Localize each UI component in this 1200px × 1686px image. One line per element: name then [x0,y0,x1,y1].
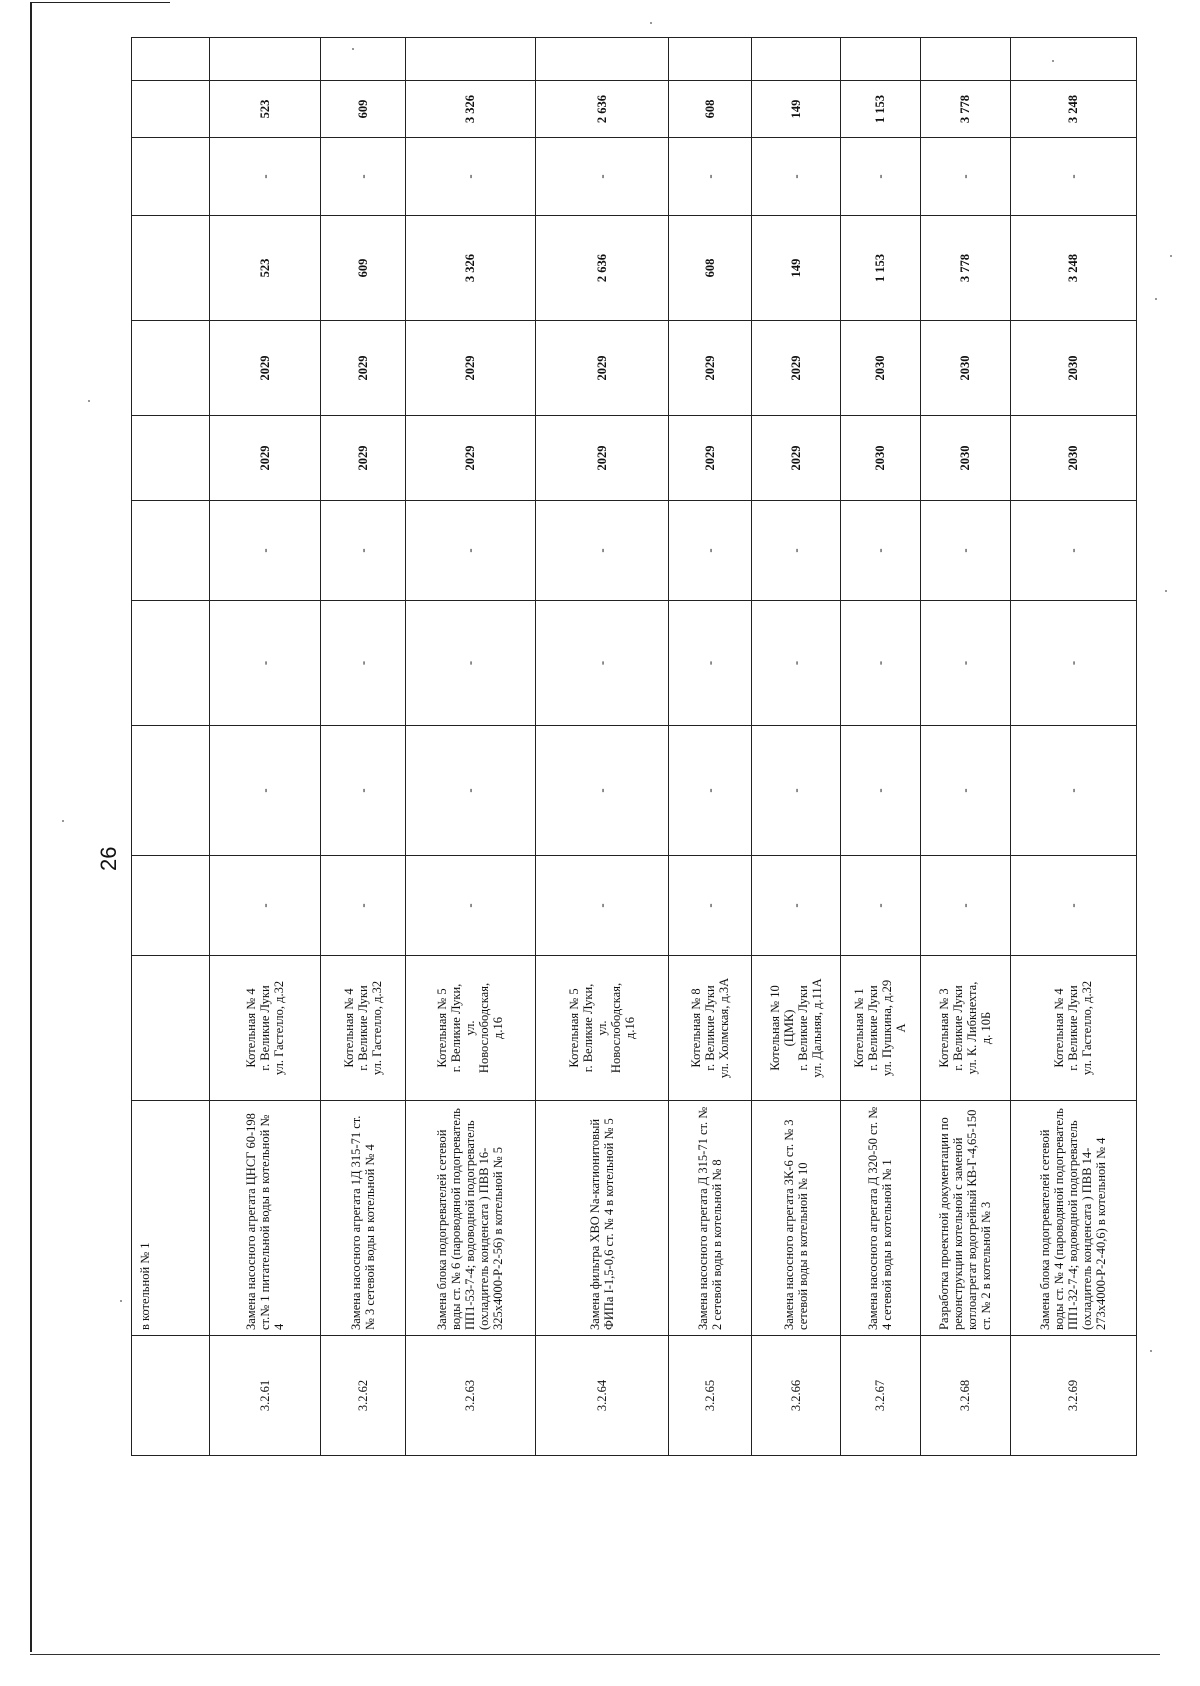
item-description: Замена блока подогревателей сетевой воды ст. № 6 (пароводяной подогреватель ПП1-53-7-4; водоводной подогреватель (охладитель конденсата ) ПВВ 16-325х4000-Р-2-56) в котельной № 5 [405,1101,535,1336]
dash-cell: - [920,726,1010,856]
item-location [920,956,1010,1101]
dash-cell: - [840,138,920,216]
dash-cell: - [321,726,405,856]
dash-cell: - [321,601,405,726]
empty-cell [132,501,210,601]
end-year: 2029 [405,321,535,416]
start-year: 2029 [405,416,535,501]
item-location [752,956,841,1101]
dash-cell: - [321,856,405,956]
dash-cell: - [840,601,920,726]
empty-cell [321,38,405,81]
empty-cell [752,38,841,81]
dash-cell: - [321,501,405,601]
start-year: 2029 [210,416,321,501]
total-value: 1 153 [840,81,920,138]
dash-cell: - [752,601,841,726]
end-year: 2030 [1010,321,1136,416]
end-year: 2029 [752,321,841,416]
dash-cell: - [210,501,321,601]
dash-cell: - [536,138,669,216]
dash-cell: - [840,856,920,956]
table-row [752,38,841,1456]
end-year: 2029 [321,321,405,416]
location-line: ул. К. Либкнехта, [965,981,980,1075]
location-line: г. Великие Луки [258,985,273,1071]
dash-cell: - [668,726,751,856]
empty-cell [668,38,751,81]
location-line: А [894,1023,909,1033]
item-description: Замена насосного агрегата Д 320-50 ст. № 4 сетевой воды в котельной № 1 [840,1101,920,1336]
dash-cell: - [405,601,535,726]
cost-value: 609 [321,216,405,321]
dash-cell: - [668,601,751,726]
end-year: 2029 [668,321,751,416]
location-line: ул. [594,1020,609,1036]
empty-cell [132,81,210,138]
dash-cell: - [1010,138,1136,216]
item-description: Замена фильтра ХВО Na-катионитовый ФИПа І-1,5-0,6 ст. № 4 в котельной № 5 [536,1101,669,1336]
location-line: г. Великие Луки [702,985,717,1071]
end-year: 2029 [536,321,669,416]
total-value: 608 [668,81,751,138]
cost-value: 2 636 [536,216,669,321]
works-table [131,37,1137,1456]
dash-cell: - [210,726,321,856]
location-line: ул. [463,1020,478,1036]
location-line: ул. Дальняя, д.11А [809,978,824,1078]
start-year: 2030 [840,416,920,501]
dash-cell: - [920,856,1010,956]
empty-cell [132,601,210,726]
location-line: Новослободская, [477,982,492,1074]
item-description: Замена насосного агрегата Д 315-71 ст. № 2 сетевой воды в котельной № 8 [668,1101,751,1336]
location-line: ул. Холмская, д.3А [716,977,731,1079]
start-year: 2029 [321,416,405,501]
location-line: Котельная № 3 [937,988,952,1068]
page-number: 26 [96,846,121,871]
location-line: г. Великие Луки [1066,985,1081,1071]
location-line: г. Великие Луки [951,985,966,1071]
empty-cell [920,38,1010,81]
empty-cell [132,38,210,81]
location-line: Котельная № 4 [244,988,259,1068]
table-row [668,38,751,1456]
dash-cell: - [210,856,321,956]
location-line: Новослободская, [608,982,623,1074]
start-year: 2029 [752,416,841,501]
cost-value: 1 153 [840,216,920,321]
item-location [321,956,405,1101]
location-line: г. Великие Луки [355,985,370,1071]
continuation-num-cell [132,1336,210,1456]
dash-cell: - [920,501,1010,601]
location-line: г. Великие Луки [795,985,810,1071]
dash-cell: - [1010,726,1136,856]
dash-cell: - [210,138,321,216]
cost-value: 3 778 [920,216,1010,321]
start-year: 2029 [668,416,751,501]
location-line: Котельная № 5 [435,988,450,1068]
table-row [536,38,669,1456]
dash-cell: - [1010,501,1136,601]
item-description: Замена насосного агрегата 1Д 315-71 ст. № 3 сетевой воды в котельной № 4 [321,1101,405,1336]
item-location [210,956,321,1101]
table-row [210,38,321,1456]
item-description: Замена насосного агрегата 3К-6 ст. № 3 сетевой воды в котельной № 10 [752,1101,841,1336]
item-number: 3.2.67 [840,1336,920,1456]
dash-cell: - [920,601,1010,726]
dash-cell: - [752,726,841,856]
cost-value: 523 [210,216,321,321]
item-location [840,956,920,1101]
dash-cell: - [920,138,1010,216]
dash-cell: - [668,856,751,956]
dash-cell: - [405,501,535,601]
item-number: 3.2.68 [920,1336,1010,1456]
item-location [1010,956,1136,1101]
end-year: 2029 [210,321,321,416]
item-number: 3.2.64 [536,1336,669,1456]
location-line: ул. Гастелло, д.32 [272,980,287,1076]
dash-cell: - [536,601,669,726]
start-year: 2029 [536,416,669,501]
end-year: 2030 [840,321,920,416]
item-number: 3.2.65 [668,1336,751,1456]
location-line: д.16 [491,1017,506,1039]
continuation-text: в котельной № 1 [132,1101,210,1336]
location-line: Котельная № 1 [852,988,867,1068]
item-description: Разработка проектной документации по реконструкции котельной с заменой котлоагрегат водогрейный КВ-Г-4,65-150 ст. № 2 в котельной № 3 [920,1101,1010,1336]
empty-cell [405,38,535,81]
dash-cell: - [668,501,751,601]
item-description: Замена блока подогревателей сетевой воды ст. № 4 (пароводяной подогреватель ПП1-32-7-4; водоводной подогреватель (охладитель конденсата ) ПВВ 14- 273х4000-Р-2-40,6) в котельной № 4 [1010,1101,1136,1336]
empty-cell [132,416,210,501]
empty-cell [132,726,210,856]
empty-cell [1010,38,1136,81]
location-line: д. 10Б [979,1011,994,1045]
empty-cell [840,38,920,81]
start-year: 2030 [1010,416,1136,501]
cost-value: 608 [668,216,751,321]
dash-cell: - [752,856,841,956]
continuation-row [132,38,210,1456]
total-value: 149 [752,81,841,138]
empty-cell [132,856,210,956]
table-row [920,38,1010,1456]
location-line: ул. Гастелло, д.32 [369,980,384,1076]
dash-cell: - [536,501,669,601]
start-year: 2030 [920,416,1010,501]
total-value: 3 248 [1010,81,1136,138]
dash-cell: - [405,856,535,956]
item-location [536,956,669,1101]
dash-cell: - [752,138,841,216]
cost-value: 149 [752,216,841,321]
total-value: 3 326 [405,81,535,138]
location-line: Котельная № 10 [767,985,782,1071]
total-value: 2 636 [536,81,669,138]
dash-cell: - [210,601,321,726]
item-number: 3.2.62 [321,1336,405,1456]
works-table-body [132,38,1137,1456]
location-line: г. Великие Луки, [580,983,595,1073]
dash-cell: - [536,726,669,856]
table-row [1010,38,1136,1456]
dash-cell: - [840,726,920,856]
table-row [405,38,535,1456]
table-row [321,38,405,1456]
total-value: 609 [321,81,405,138]
empty-cell [132,216,210,321]
item-location [668,956,751,1101]
item-number: 3.2.61 [210,1336,321,1456]
location-line: г. Великие Луки [866,985,881,1071]
item-number: 3.2.66 [752,1336,841,1456]
cost-value: 3 248 [1010,216,1136,321]
location-line: Котельная № 4 [1052,988,1067,1068]
item-location [405,956,535,1101]
dash-cell: - [840,501,920,601]
location-line: Котельная № 4 [341,988,356,1068]
dash-cell: - [405,138,535,216]
dash-cell: - [536,856,669,956]
location-line: ул. Пушкина, д.29 [880,979,895,1077]
dash-cell: - [1010,856,1136,956]
location-line: г. Великие Луки, [449,983,464,1073]
item-description: Замена насосного агрегата ЦНСГ 60-198 ст.№ 1 питательной воды в котельной № 4 [210,1101,321,1336]
item-number: 3.2.63 [405,1336,535,1456]
dash-cell: - [1010,601,1136,726]
empty-cell [210,38,321,81]
empty-cell [132,321,210,416]
table-row [840,38,920,1456]
end-year: 2030 [920,321,1010,416]
cost-value: 3 326 [405,216,535,321]
item-number: 3.2.69 [1010,1336,1136,1456]
empty-cell [132,138,210,216]
empty-cell [132,956,210,1101]
total-value: 3 778 [920,81,1010,138]
dash-cell: - [321,138,405,216]
location-line: Котельная № 5 [566,988,581,1068]
location-line: д.16 [622,1017,637,1039]
location-line: Котельная № 8 [688,988,703,1068]
dash-cell: - [752,501,841,601]
dash-cell: - [668,138,751,216]
empty-cell [536,38,669,81]
dash-cell: - [405,726,535,856]
location-line: (ЦМК) [781,1009,796,1047]
total-value: 523 [210,81,321,138]
location-line: ул. Гастелло, д.32 [1080,980,1095,1076]
